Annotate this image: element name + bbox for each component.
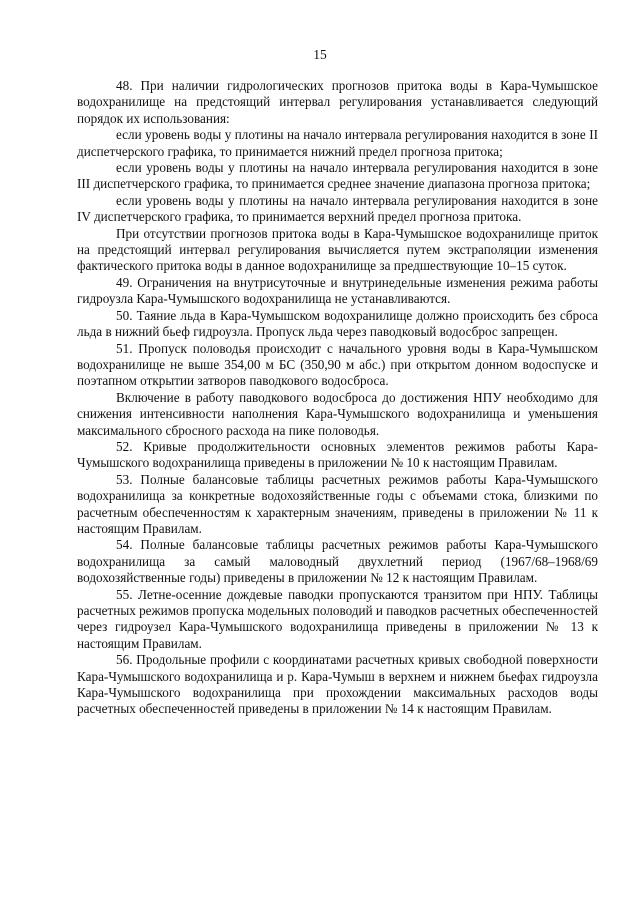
paragraph-51: 51. Пропуск половодья происходит с начального уровня воды в Кара-Чумышском водохранилище не выше 354,00 м БС (350,90 м абс.) при открытом донном водоспуске и поэтапном открытии затворов паводкового водосброса. [77,340,598,389]
paragraph-51-spillway: Включение в работу паводкового водосброса до достижения НПУ необходимо для снижения интенсивности наполнения Кара-Чумышского водохранилища и уменьшения максимального сбросного расхода на пике половодья. [77,389,598,438]
paragraph-49: 49. Ограничения на внутрисуточные и внутринедельные изменения режима работы гидроузла Кара-Чумышского водохранилища не устанавливаются. [77,274,598,307]
paragraph-56: 56. Продольные профили с координатами расчетных кривых свободной поверхности Кара-Чумышского водохранилища и р. Кара-Чумыш в верхнем и нижнем бьефах гидроузла Кара-Чумышского водохранилища при прохождении максимальных расходов воды расчетных обеспеченностей приведены в приложении № 14 к настоящим Правилам. [77,652,598,717]
paragraph-48-zone-3: если уровень воды у плотины на начало интервала регулирования находится в зоне III диспетчерского графика, то принимается среднее значение диапазона прогноза притока; [77,160,598,192]
paragraph-48: 48. При наличии гидрологических прогнозов притока воды в Кара-Чумышское водохранилище на предстоящий интервал регулирования устанавливается следующий порядок их использования: [77,78,598,126]
paragraph-48-no-forecast: При отсутствии прогнозов притока воды в Кара-Чумышское водохранилище приток на предстоящий интервал регулирования вычисляется путем экстраполяции изменения фактического притока воды в данное водохранилище за предшествующие 10–15 суток. [77,225,598,274]
document-body [77,78,598,718]
paragraph-54: 54. Полные балансовые таблицы расчетных режимов работы Кара-Чумышского водохранилища за самый маловодный двухлетний период (1967/68–1968/69 водохозяйственные годы) приведены в приложении № 12 к настоящим Правилам. [77,537,598,586]
paragraph-50: 50. Таяние льда в Кара-Чумышском водохранилище должно происходить без сброса льда в нижний бьеф гидроузла. Пропуск льда через паводковый водосброс запрещен. [77,307,598,340]
paragraph-52: 52. Кривые продолжительности основных элементов режимов работы Кара-Чумышского водохранилища приведены в приложении № 10 к настоящим Правилам. [77,438,598,471]
paragraph-48-zone-4: если уровень воды у плотины на начало интервала регулирования находится в зоне IV диспетчерского графика, то принимается верхний предел прогноза притока. [77,192,598,225]
page-number: 15 [313,47,327,62]
paragraph-55: 55. Летне-осенние дождевые паводки пропускаются транзитом при НПУ. Таблицы расчетных режимов пропуска модельных половодий и паводков расчетных обеспеченностей через гидроузел Кара-Чумышского водохранилища приведены в приложении № 13 к настоящим Правилам. [77,586,598,651]
paragraph-53: 53. Полные балансовые таблицы расчетных режимов работы Кара-Чумышского водохранилища за конкретные водохозяйственные годы с объемами стока, близкими по расчетным обеспеченностям к характерным значениям, приведены в приложении № 11 к настоящим Правилам. [77,471,598,536]
paragraph-48-zone-2: если уровень воды у плотины на начало интервала регулирования находится в зоне II диспетчерского графика, то принимается нижний предел прогноза притока; [77,127,598,159]
